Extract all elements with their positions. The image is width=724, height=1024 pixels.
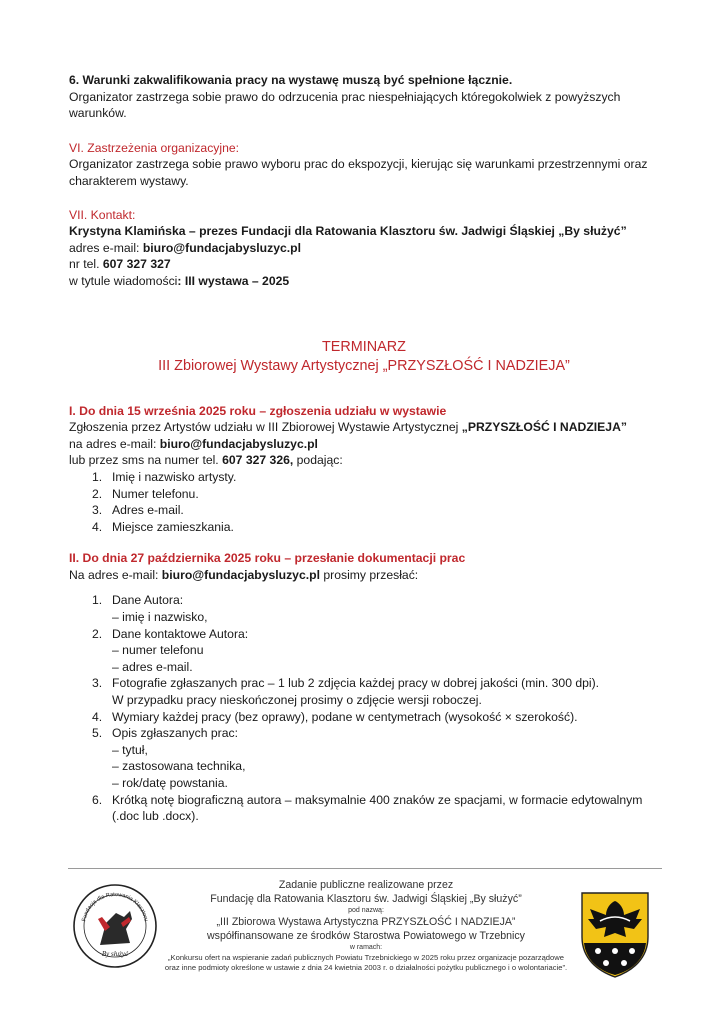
terminarz-subtitle: III Zbiorowej Wystawy Artystycznej „PRZYSZŁOŚĆ I NADZIEJA” (158, 357, 570, 374)
section-vi-text: Organizator zastrzega sobie prawo wyboru prac do ekspozycji, kierując się warunkami przestrzennymi oraz charakterem wystawy. (69, 157, 648, 188)
contact-subject: w tytule wiadomości: III wystawa – 2025 (69, 273, 290, 288)
terminarz-title: TERMINARZ (322, 338, 406, 355)
footer (68, 868, 662, 981)
contact-phone: nr tel. 607 327 327 (69, 257, 171, 272)
footer-line-1: Zadanie publiczne realizowane przez (278, 879, 454, 891)
document-page (69, 72, 659, 825)
footer-line-4: „III Zbiorowa Wystawa Artystyczna PRZYSZŁOŚĆ I NADZIEJA” (216, 916, 516, 928)
footer-line-3: pod nazwą: (348, 907, 384, 914)
schedule-1-email-link[interactable]: biuro@fundacjabysluzyc.pl (159, 436, 318, 451)
schedule-2-line1: Na adres e-mail: biuro@fundacjabysluzyc.pl prosimy przesłać: (69, 567, 419, 582)
coat-of-arms-eagle-icon (576, 889, 654, 979)
list-item: 2. Dane kontaktowe Autora: – numer telefonu – adres e-mail. (92, 626, 249, 674)
section-6-text: Organizator zastrzega sobie prawo do odrzucenia prac niespełniających któregokolwiek z powyższych warunków. (69, 89, 621, 121)
section-6-heading: 6. Warunki zakwalifikowania pracy na wystawę muszą być spełnione łącznie. (69, 73, 513, 87)
footer-line-5: współfinansowane ze środków Starostwa Powiatowego w Trzebnicy (207, 929, 525, 942)
schedule-2-list (69, 592, 659, 824)
list-item: 4. Wymiary każdej pracy (bez oprawy), podane w centymetrach (wysokość × szerokość). (92, 709, 578, 724)
schedule-1-line1: Zgłoszenia przez Artystów udziału w III Zbiorowej Wystawie Artystycznej „PRZYSZŁOŚĆ I NADZIEJA” (69, 420, 627, 435)
section-vi-heading: VI. Zastrzeżenia organizacyjne: (69, 140, 240, 155)
list-item: 3. Fotografie zgłaszanych prac – 1 lub 2 zdjęcia każdej pracy w dobrej jakości (min. 300 dpi). W przypadku pracy nieskończonej prosimy o zdjęcie wersji roboczej. (92, 676, 600, 708)
section-vii-heading: VII. Kontakt: (69, 207, 136, 222)
schedule-1-line2: na adres e-mail: biuro@fundacjabysluzyc.pl (69, 436, 318, 451)
schedule-2-heading: II. Do dnia 27 października 2025 roku – przesłanie dokumentacji prac (69, 551, 466, 566)
schedule-1-line3: lub przez sms na numer tel. 607 327 326, podając: (69, 453, 343, 468)
list-item: 1. Imię i nazwisko artysty. (92, 469, 237, 484)
list-item: 1. Dane Autora: – imię i nazwisko, (92, 593, 208, 625)
logo-left-text: Fundacja dla Ratowania Klasztoru (81, 891, 149, 922)
contact-email: adres e-mail: biuro@fundacjabysluzyc.pl (69, 240, 301, 255)
list-item: 2. Numer telefonu. (92, 486, 199, 501)
footer-line-2: Fundację dla Ratowania Klasztoru św. Jadwigi Śląskiej „By służyć” (210, 892, 522, 905)
footer-text (164, 879, 568, 973)
footer-line-7: „Konkursu ofert na wspieranie zadań publicznych Powiatu Trzebnickiego w 2025 roku przez organizacje pozarządowe (168, 953, 564, 962)
list-item: 5. Opis zgłaszanych prac: – tytuł, – zastosowana technika, – rok/datę powstania. (92, 726, 246, 790)
list-item: 3. Adres e-mail. (92, 503, 184, 518)
schedule-1-list (69, 469, 659, 535)
list-item: 4. Miejsce zamieszkania. (92, 519, 234, 534)
list-item: 6. Krótką notę biograficzną autora – maksymalnie 400 znaków ze spacjami, w formacie edytowalnym (.doc lub .docx). (92, 792, 643, 824)
foundation-emblem-icon (72, 883, 158, 969)
schedule-2-email-link[interactable]: biuro@fundacjabysluzyc.pl (161, 567, 320, 582)
contact-email-link[interactable]: biuro@fundacjabysluzyc.pl (142, 240, 301, 255)
logo-left-motto: By służyć (101, 950, 129, 958)
footer-line-6: w ramach: (349, 944, 383, 951)
footer-line-8: oraz inne podmioty określone w ustawie z dnia 24 kwietnia 2003 r. o działalności pożytku publicznego i o wolontariacie”. (164, 963, 568, 972)
schedule-1-heading: I. Do dnia 15 września 2025 roku – zgłoszenia udziału w wystawie (69, 403, 447, 418)
contact-person: Krystyna Klamińska – prezes Fundacji dla Ratowania Klasztoru św. Jadwigi Śląskiej „By służyć” (69, 224, 627, 239)
